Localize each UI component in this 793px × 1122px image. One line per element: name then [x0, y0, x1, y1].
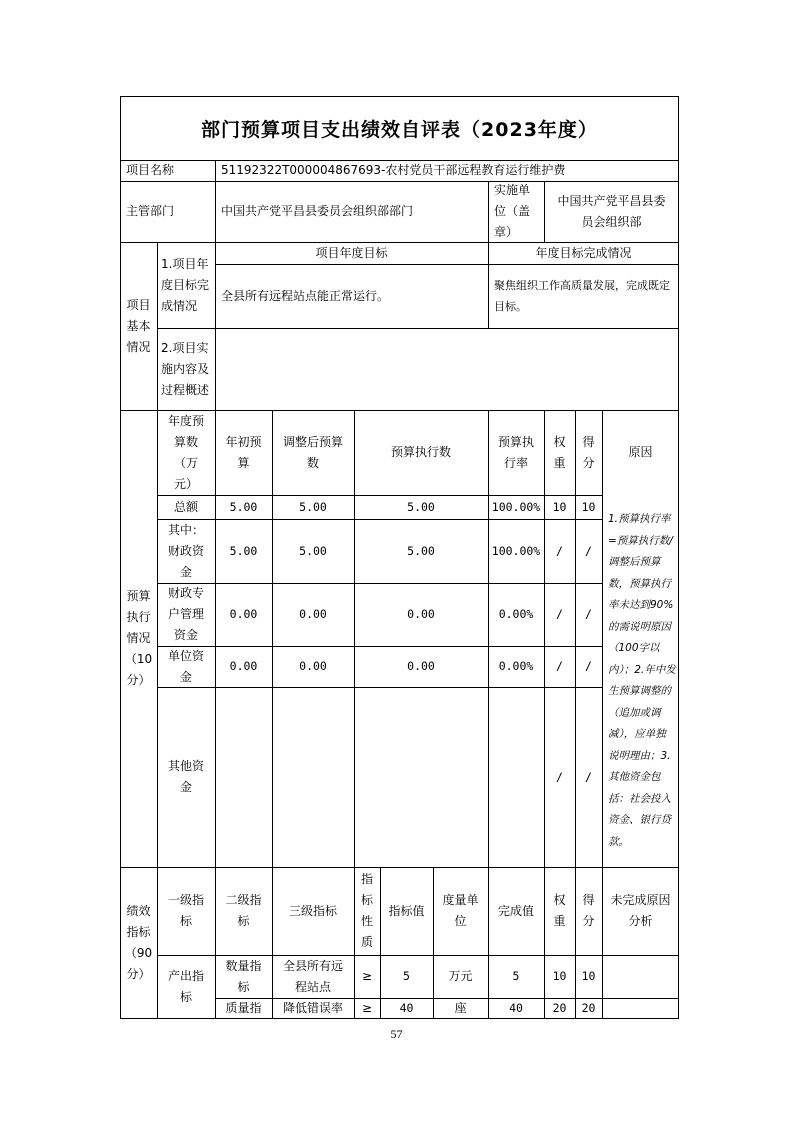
perf-row-score: 10 — [581, 969, 596, 983]
budget-row-weight: / — [556, 769, 563, 784]
budget-row-adjusted: 0.00 — [299, 659, 327, 673]
perf-row-unit: 座 — [454, 1001, 467, 1015]
budget-row-rate: 100.00% — [491, 543, 541, 558]
perf-header-weight: 权重 — [553, 893, 566, 928]
budget-row-executed: 0.00 — [407, 607, 435, 621]
completion-value: 聚焦组织工作高质量发展，完成既定目标。 — [494, 279, 670, 313]
perf-row-level3: 降低错误率 — [282, 1001, 343, 1015]
impl-unit-label: 实施单位（盖章） — [494, 183, 531, 239]
basic-section-label: 项目基本情况 — [126, 297, 151, 354]
budget-row-executed: 5.00 — [407, 543, 435, 558]
perf-header-unit: 度量单位 — [442, 893, 479, 928]
perf-header-score: 得分 — [582, 893, 595, 928]
budget-row-score: / — [585, 769, 592, 784]
perf-row-value: 5 — [403, 969, 410, 983]
budget-row-weight: 10 — [552, 499, 567, 514]
perf-group-label: 产出指标 — [167, 969, 204, 1004]
page-title: 部门预算项目支出绩效自评表（2023年度） — [201, 118, 598, 141]
perf-row-level2: 数量指标 — [225, 958, 262, 994]
budget-row-score: / — [585, 607, 592, 621]
goal-row-label: 1.项目年度目标完成情况 — [161, 256, 210, 313]
perf-header-level3: 三级指标 — [288, 903, 337, 918]
budget-header-weight: 权重 — [553, 434, 566, 470]
perf-row-weight: 10 — [552, 969, 567, 983]
perf-row-analysis — [602, 955, 679, 998]
budget-row-label: 财政专户管理资金 — [167, 586, 204, 642]
dept-label: 主管部门 — [126, 204, 175, 218]
budget-header-rate: 预算执行率 — [498, 434, 535, 470]
budget-row-adjusted: 5.00 — [299, 543, 327, 558]
budget-row-score: / — [585, 543, 592, 558]
page-number: 57 — [390, 1027, 403, 1041]
goal-header: 项目年度目标 — [315, 245, 388, 260]
budget-row-adjusted: 5.00 — [299, 499, 327, 514]
project-name-value: 51192322T000004867693-农村党员干部远程教育运行维护费 — [221, 163, 566, 177]
budget-row-executed: 0.00 — [407, 659, 435, 673]
impl-row-label: 2.项目实施内容及过程概述 — [161, 340, 210, 397]
budget-row-score: / — [585, 659, 592, 673]
budget-row-weight: / — [556, 607, 563, 621]
impl-unit-value: 中国共产党平昌县委员会组织部 — [557, 193, 666, 229]
budget-row-label: 其中：财政资金 — [167, 522, 204, 579]
perf-row-analysis — [602, 998, 679, 1019]
dept-value: 中国共产党平昌县委员会组织部部门 — [221, 204, 414, 218]
budget-row-score: 10 — [581, 499, 596, 514]
budget-header-item: 年度预算数（万元） — [167, 413, 204, 491]
budget-row-weight: / — [556, 543, 563, 558]
budget-row-initial: 5.00 — [229, 543, 258, 558]
perf-row-done: 5 — [512, 969, 520, 983]
perf-header-nature: 指标性质 — [361, 872, 374, 949]
budget-row-adjusted: 0.00 — [299, 607, 327, 621]
budget-header-score: 得分 — [582, 434, 595, 470]
budget-header-executed: 预算执行数 — [390, 445, 451, 459]
budget-section-label: 预算执行情况（10分） — [124, 589, 153, 687]
budget-row-rate: 0.00% — [498, 659, 534, 673]
perf-row-level3: 全县所有远程站点 — [282, 958, 343, 994]
budget-row-initial: 5.00 — [229, 499, 258, 514]
perf-header-done: 完成值 — [497, 903, 534, 918]
perf-row-value: 40 — [399, 1001, 414, 1015]
budget-row-rate: 100.00% — [491, 499, 541, 514]
grid-line — [157, 687, 602, 688]
budget-row-label: 单位资金 — [167, 648, 204, 684]
performance-section-label: 绩效指标（90分） — [124, 904, 153, 981]
budget-row-weight: / — [556, 659, 563, 673]
impl-value — [215, 328, 679, 410]
budget-row-initial: 0.00 — [229, 607, 258, 621]
perf-row-done: 40 — [509, 1001, 523, 1015]
budget-header-adjusted: 调整后预算数 — [282, 434, 343, 470]
project-name-label: 项目名称 — [126, 163, 175, 177]
perf-row-level2: 质量指 — [225, 1001, 262, 1015]
goal-value: 全县所有远程站点能正常运行。 — [221, 288, 390, 303]
completion-header: 年度目标完成情况 — [535, 245, 632, 260]
budget-row-executed: 5.00 — [407, 499, 435, 514]
perf-row-nature: ≥ — [361, 969, 373, 983]
perf-row-nature: ≥ — [361, 1001, 373, 1015]
perf-header-level1: 一级指标 — [167, 893, 204, 928]
budget-reason-note: 1.预算执行率=预算执行数/调整后预算数，预算执行率未达到90%的需说明原因（100字以内）；2.年中发生预算调整的（追加或调减），应单独说明理由；3.其他资金包括：社会投入资金、银行贷款。 — [608, 513, 676, 848]
budget-row-initial: 0.00 — [229, 659, 258, 673]
perf-row-score: 20 — [581, 1001, 596, 1015]
budget-header-reason: 原因 — [628, 445, 653, 459]
perf-row-unit: 万元 — [448, 969, 473, 983]
perf-header-analysis: 未完成原因分析 — [610, 893, 671, 928]
perf-header-value: 指标值 — [388, 903, 425, 918]
budget-row-rate: 0.00% — [498, 607, 534, 621]
budget-row-label: 总额 — [173, 499, 198, 514]
budget-row-label: 其他资金 — [167, 759, 204, 794]
budget-header-initial: 年初预算 — [225, 434, 262, 470]
perf-row-weight: 20 — [552, 1001, 567, 1015]
perf-header-level2: 二级指标 — [225, 893, 262, 928]
